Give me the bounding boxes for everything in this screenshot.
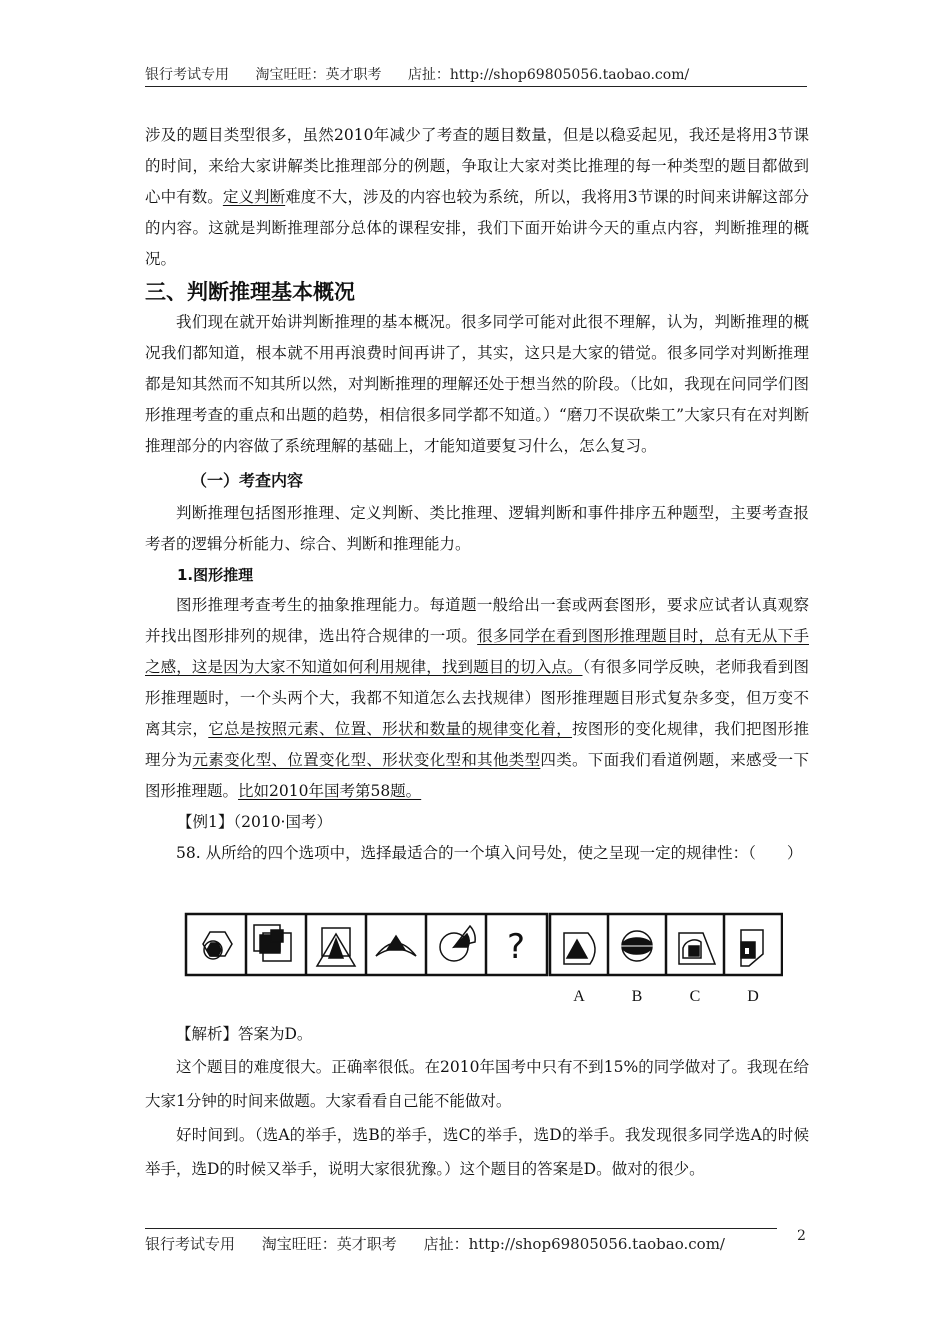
footer-exam-label: 银行考试专用: [145, 1235, 236, 1253]
document-body: [145, 120, 809, 1186]
figure-4-arc-icon: [376, 936, 416, 956]
intro-text: 涉及的题目类型很多，虽然2010年减少了考查的题目数量，但是以稳妥起见，我还是将用3节课的时间，来给大家讲解类比推理部分的例题，争取让大家对类比推理的每一种类型的题目都做到心中有数。: [145, 126, 809, 206]
intro-underline: 定义判断: [222, 188, 286, 206]
topic-underline-4: 比如2010年国考第58题。: [238, 782, 422, 800]
question-figure: [183, 908, 783, 1008]
topic-title: 1.图形推理: [177, 566, 254, 584]
option-a-icon[interactable]: [564, 933, 595, 964]
intro-text-rest: 难度不大，涉及的内容也较为系统，所以，我将用3节课的时间来讲解这部分的内容。这就是判断推理部分总体的课程安排，我们下面开始讲今天的重点内容，判断推理的概况。: [145, 188, 809, 268]
example-question: 58. 从所给的四个选项中，选择最适合的一个填入问号处，使之呈现一定的规律性：（ ）: [176, 844, 803, 862]
section-paragraph: 我们现在就开始讲判断推理的基本概况。很多同学可能对此很不理解，认为，判断推理的概况我们都知道，根本就不用再浪费时间再讲了，其实，这只是大家的错觉。很多同学对判断推理都是知其然而不知其所以然，对判断推理的理解还处于想当然的阶段。（比如，我现在问同学们图形推理考查的重点和出题的趋势，相信很多同学都不知道。）“磨刀不误砍柴工”大家只有在对判断推理部分的内容做了系统理解的基础上，才能知道要复习什么，怎么复习。: [145, 313, 809, 455]
section-title: 三、判断推理基本概况: [145, 280, 355, 304]
header-shop-url[interactable]: 店扯：http://shop69805056.taobao.com/: [407, 67, 690, 83]
option-label-c: C: [689, 988, 701, 1005]
analysis-paragraph-1: 这个题目的难度很大。正确率很低。在2010年国考中只有不到15%的同学做对了。我现在给大家1分钟的时间来做题。大家看看自己能不能做对。: [145, 1058, 809, 1110]
figure-svg: [183, 908, 783, 1008]
page-footer: [145, 1228, 777, 1254]
option-b-icon[interactable]: [621, 931, 653, 961]
figure-3-triangle-icon: [317, 928, 355, 966]
page-header: [145, 64, 807, 87]
topic-paragraph: [145, 590, 809, 807]
topic-text-c: 按图形的变化规律，我们把图形推理分为: [145, 720, 809, 769]
footer-shop-url[interactable]: 店扯：http://shop69805056.taobao.com/: [423, 1235, 725, 1253]
figure-2-squares-icon: [254, 925, 291, 961]
topic-underline-2: 它总是按照元素、位置、形状和数量的规律变化着，: [208, 720, 573, 738]
option-d-icon[interactable]: [741, 930, 763, 966]
topic-text-d: 四类。下面我们看道例题，来感受一下图形推理题。: [145, 751, 809, 800]
header-shop-label: 淘宝旺旺：英才职考: [255, 67, 382, 83]
figure-1-hexagon-icon: [203, 932, 232, 959]
analysis-label: 【解析】答案为D。: [176, 1025, 313, 1043]
figure-5-circle-sector-icon: [440, 926, 475, 961]
footer-shop-label: 淘宝旺旺：英才职考: [261, 1235, 397, 1253]
page-number: 2: [797, 1228, 806, 1244]
subsection-paragraph: 判断推理包括图形推理、定义判断、类比推理、逻辑判断和事件排序五种题型，主要考查报考者的逻辑分析能力、综合、判断和推理能力。: [145, 504, 809, 553]
topic-text-b: （有很多同学反映，老师我看到图形推理题时，一个头两个大，我都不知道怎么去找规律）图形推理题目形式复杂多变，但万变不离其宗，: [145, 658, 809, 738]
header-exam-label: 银行考试专用: [145, 67, 229, 83]
option-label-d: D: [747, 988, 759, 1005]
option-label-b: B: [631, 988, 643, 1005]
intro-paragraph: [145, 120, 809, 275]
subsection-title: （一）考查内容: [191, 471, 304, 490]
topic-underline-1: 很多同学在看到图形推理题目时，总有无从下手之感，这是因为大家不知道如何利用规律，找到题目的切入点。: [145, 627, 809, 676]
analysis-paragraph-2: 好时间到。（选A的举手，选B的举手，选C的举手，选D的举手。我发现很多同学选A的时候举手，选D的时候又举手，说明大家很犹豫。）这个题目的答案是D。做对的很少。: [145, 1126, 809, 1178]
option-label-a: A: [573, 988, 585, 1005]
option-c-icon[interactable]: [679, 933, 715, 964]
example-label: 【例1】（2010·国考）: [177, 813, 332, 831]
question-mark: ?: [506, 927, 526, 967]
question-row: [186, 914, 547, 975]
topic-text-a: 图形推理考查考生的抽象推理能力。每道题一般给出一套或两套图形，要求应试者认真观察并找出图形排列的规律，选出符合规律的一项。: [145, 596, 809, 645]
topic-underline-3: 元素变化型、位置变化型、形状变化型和其他类型: [192, 751, 541, 769]
